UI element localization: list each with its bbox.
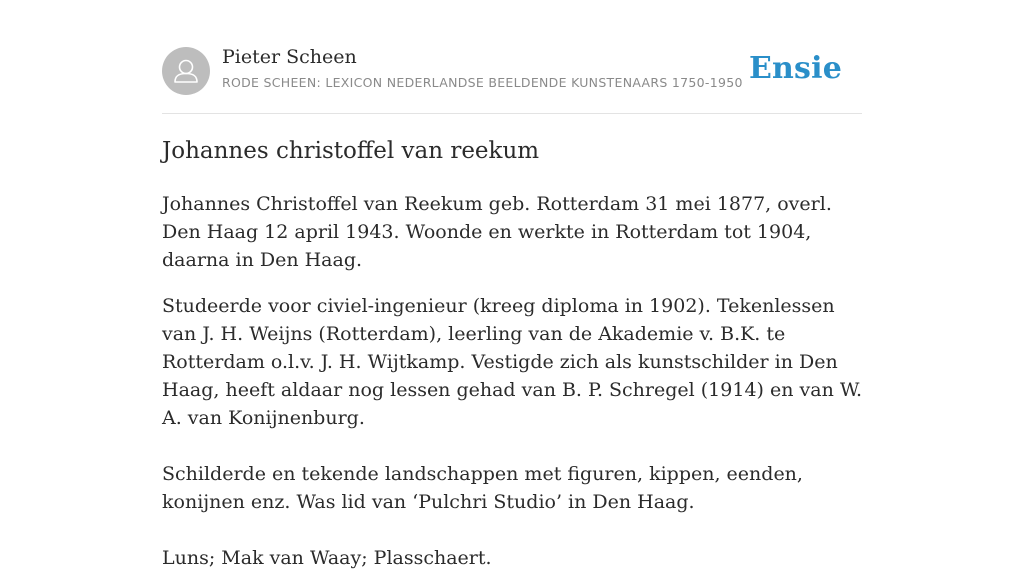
article-body bbox=[162, 190, 867, 572]
ensie-logo[interactable]: Ensie bbox=[748, 51, 842, 86]
article-paragraph: Johannes Christoffel van Reekum geb. Rotterdam 31 mei 1877, overl. Den Haag 12 april 1943. Woonde en werkte in Rotterdam tot 1904, daarna in Den Haag. bbox=[162, 193, 832, 271]
source-label[interactable]: RODE SCHEEN: LEXICON NEDERLANDSE BEELDENDE KUNSTENAARS 1750-1950 bbox=[222, 75, 743, 90]
article-title: Johannes christoffel van reekum bbox=[162, 138, 540, 164]
article-paragraph: Studeerde voor civiel-ingenieur (kreeg diploma in 1902). Tekenlessen van J. H. Weijns (Rotterdam), leerling van de Akademie v. B.K. te Rotterdam o.l.v. J. H. Wijtkamp. Vestigde zich als kunstschilder in Den Haag, heeft aldaar nog lessen gehad van B. P. Schregel (1914) en van W. A. van Konijnenburg. bbox=[162, 295, 863, 429]
user-icon bbox=[162, 47, 210, 95]
article-paragraph: Schilderde en tekende landschappen met figuren, kippen, eenden, konijnen enz. Was lid van ‘Pulchri Studio’ in Den Haag. bbox=[162, 463, 803, 513]
author-name[interactable]: Pieter Scheen bbox=[222, 46, 357, 68]
author-avatar[interactable] bbox=[162, 47, 210, 95]
article-references: Luns; Mak van Waay; Plasschaert. bbox=[162, 547, 492, 569]
article-page bbox=[162, 0, 863, 569]
article-header bbox=[162, 0, 862, 114]
